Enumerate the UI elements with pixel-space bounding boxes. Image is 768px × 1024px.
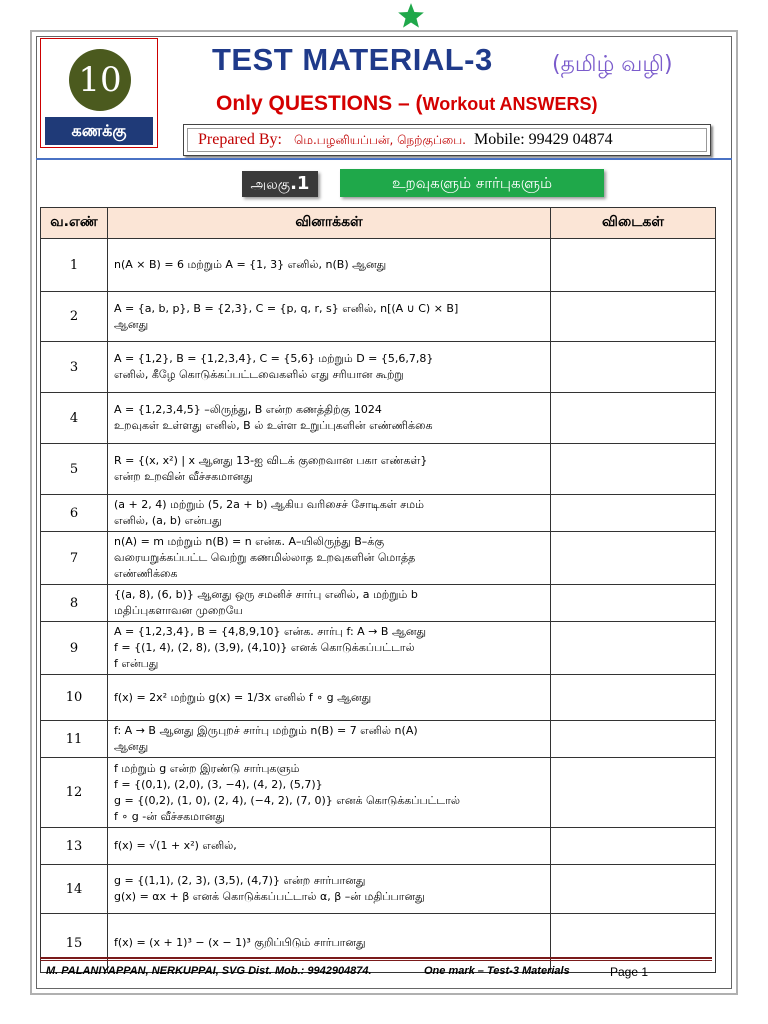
question-line: n(A) = m மற்றும் n(B) = n என்க. A–யிலிருந்து B–க்கு: [114, 535, 385, 548]
table-row: [41, 758, 716, 828]
table-row: [41, 495, 716, 532]
question-number: 8: [41, 585, 108, 622]
answer-cell[interactable]: [551, 292, 716, 342]
question-text: [108, 828, 551, 865]
question-number: 9: [41, 622, 108, 675]
answer-cell[interactable]: [551, 865, 716, 914]
prepared-by-box: [183, 124, 711, 156]
answer-cell[interactable]: [551, 622, 716, 675]
question-line: f(x) = √(1 + x²) எனில்,: [114, 839, 237, 852]
table-row: [41, 292, 716, 342]
question-line: எனில், கீழே கொடுக்கப்பட்டவைகளில் எது சரியான கூற்று: [114, 368, 404, 381]
question-number: 3: [41, 342, 108, 393]
question-number: 14: [41, 865, 108, 914]
column-header-number: வ.எண்: [41, 208, 108, 239]
question-line: g = {(0,2), (1, 0), (2, 4), (−4, 2), (7, 0)} எனக் கொடுக்கப்பட்டால்: [114, 793, 461, 807]
table-row: [41, 622, 716, 675]
question-text: [108, 239, 551, 292]
subtitle-main: Only QUESTIONS – (: [216, 92, 423, 115]
question-number: 15: [41, 914, 108, 973]
question-line: f ∘ g -ன் வீச்சகமானது: [114, 809, 225, 823]
answer-cell[interactable]: [551, 239, 716, 292]
table-row: [41, 828, 716, 865]
question-line: {(a, 8), (6, b)} ஆனது ஒரு சமனிச் சார்பு எனில், a மற்றும் b: [114, 588, 418, 601]
footer-author: M. PALANIYAPPAN, NERKUPPAI, SVG Dist. Mob.: 9942904874.: [46, 965, 372, 977]
unit-prefix: அலகு: [250, 177, 291, 193]
subject-label: கணக்கு: [45, 117, 153, 145]
question-line: ஆனது: [114, 740, 149, 753]
answer-cell[interactable]: [551, 585, 716, 622]
title-medium: (தமிழ் வழி): [552, 52, 673, 77]
table-row: [41, 721, 716, 758]
question-text: [108, 532, 551, 585]
question-line: என்ற உறவின் வீச்சகமானது: [114, 470, 253, 483]
questions-table: [40, 207, 716, 973]
question-line: A = {1,2,3,4}, B = {4,8,9,10} என்க. சார்பு f: A → B ஆனது: [114, 625, 427, 638]
table-row: [41, 444, 716, 495]
unit-number: .1: [290, 173, 310, 194]
question-line: f(x) = (x + 1)³ − (x − 1)³ குறிப்பிடும் சார்பானது: [114, 936, 366, 949]
footer-divider: [40, 957, 712, 959]
header-divider: [36, 158, 732, 160]
question-line: A = {1,2}, B = {1,2,3,4}, C = {5,6} மற்றும் D = {5,6,7,8}: [114, 352, 434, 365]
star-icon: [397, 2, 425, 30]
question-text: [108, 622, 551, 675]
question-number: 5: [41, 444, 108, 495]
grade-badge: [40, 38, 158, 148]
question-text: [108, 675, 551, 721]
answer-cell[interactable]: [551, 828, 716, 865]
question-line: g = {(1,1), (2, 3), (3,5), (4,7)} என்ற சார்பானது: [114, 874, 366, 887]
answer-cell[interactable]: [551, 532, 716, 585]
prepared-name: மெ.பழனியப்பன், நெற்குப்பை.: [293, 133, 466, 147]
table-row: [41, 675, 716, 721]
question-number: 10: [41, 675, 108, 721]
question-text: [108, 914, 551, 973]
question-line: g(x) = αx + β எனக் கொடுக்கப்பட்டால் α, β –ன் மதிப்பானது: [114, 890, 425, 903]
question-line: f = {(0,1), (2,0), (3, −4), (4, 2), (5,7)}: [114, 777, 323, 791]
question-line: உறவுகள் உள்ளது எனில், B ல் உள்ள உறுப்புகளின் எண்ணிக்கை: [114, 419, 433, 432]
question-line: எனில், (a, b) என்பது: [114, 514, 222, 527]
question-number: 13: [41, 828, 108, 865]
question-text: [108, 758, 551, 828]
question-number: 11: [41, 721, 108, 758]
question-text: [108, 721, 551, 758]
question-line: எண்ணிக்கை: [114, 567, 178, 580]
table-row: [41, 342, 716, 393]
footer-divider-thin: [40, 960, 712, 961]
prepared-label: Prepared By:: [198, 131, 282, 148]
prepared-mobile: Mobile: 99429 04874: [473, 131, 613, 148]
question-text: [108, 292, 551, 342]
table-header-row: [41, 208, 716, 239]
question-text: [108, 865, 551, 914]
answer-cell[interactable]: [551, 393, 716, 444]
question-number: 2: [41, 292, 108, 342]
table-row: [41, 393, 716, 444]
question-number: 4: [41, 393, 108, 444]
chapter-title: உறவுகளும் சார்புகளும்: [340, 169, 604, 197]
question-line: ஆனது: [114, 317, 149, 331]
question-number: 6: [41, 495, 108, 532]
footer-page: Page 1: [610, 965, 649, 979]
answer-cell[interactable]: [551, 914, 716, 973]
answer-cell[interactable]: [551, 675, 716, 721]
answer-cell[interactable]: [551, 342, 716, 393]
page-subtitle: [216, 92, 598, 116]
question-line: f: A → B ஆனது இருபுறச் சார்பு மற்றும் n(B) = 7 எனில் n(A): [114, 724, 418, 737]
answer-cell[interactable]: [551, 495, 716, 532]
question-number: 7: [41, 532, 108, 585]
question-text: [108, 444, 551, 495]
column-header-questions: வினாக்கள்: [108, 208, 551, 239]
question-line: R = {(x, x²) | x ஆனது 13-ஐ விடக் குறைவான பகா எண்கள்}: [114, 454, 428, 467]
question-number: 1: [41, 239, 108, 292]
answer-cell[interactable]: [551, 758, 716, 828]
question-text: [108, 342, 551, 393]
table-row: [41, 585, 716, 622]
table-row: [41, 532, 716, 585]
grade-number: 10: [69, 49, 131, 111]
page-title: TEST MATERIAL-3: [212, 42, 493, 77]
question-number: 12: [41, 758, 108, 828]
table-row: [41, 239, 716, 292]
question-text: [108, 393, 551, 444]
unit-label: [242, 171, 318, 197]
question-text: [108, 495, 551, 532]
table-row: [41, 865, 716, 914]
footer-material: One mark – Test-3 Materials: [424, 965, 570, 977]
question-line: (a + 2, 4) மற்றும் (5, 2a + b) ஆகிய வரிசைச் சோடிகள் சமம்: [114, 498, 424, 511]
question-line: f மற்றும் g என்ற இரண்டு சார்புகளும்: [114, 761, 300, 775]
subtitle-workout: Workout ANSWERS): [422, 94, 598, 114]
answer-cell[interactable]: [551, 444, 716, 495]
column-header-answers: விடைகள்: [551, 208, 716, 239]
question-line: மதிப்புகளாவன முறையே: [114, 604, 243, 617]
question-line: f என்பது: [114, 657, 159, 670]
question-line: f(x) = 2x² மற்றும் g(x) = 1/3x எனில் f ∘ g ஆனது: [114, 690, 372, 704]
questions-body: [41, 239, 716, 973]
question-line: A = {1,2,3,4,5} –லிருந்து, B என்ற கணத்திற்கு 1024: [114, 403, 382, 416]
question-text: [108, 585, 551, 622]
answer-cell[interactable]: [551, 721, 716, 758]
table-row: [41, 914, 716, 973]
question-line: A = {a, b, p}, B = {2,3}, C = {p, q, r, s} எனில், n[(A ∪ C) × B]: [114, 301, 459, 315]
question-line: n(A × B) = 6 மற்றும் A = {1, 3} எனில், n(B) ஆனது: [114, 258, 387, 271]
question-line: வரையறுக்கப்பட்ட வெற்று கணமில்லாத உறவுகளின் மொத்த: [114, 551, 416, 564]
question-line: f = {(1, 4), (2, 8), (3,9), (4,10)} எனக் கொடுக்கப்பட்டால்: [114, 641, 415, 654]
